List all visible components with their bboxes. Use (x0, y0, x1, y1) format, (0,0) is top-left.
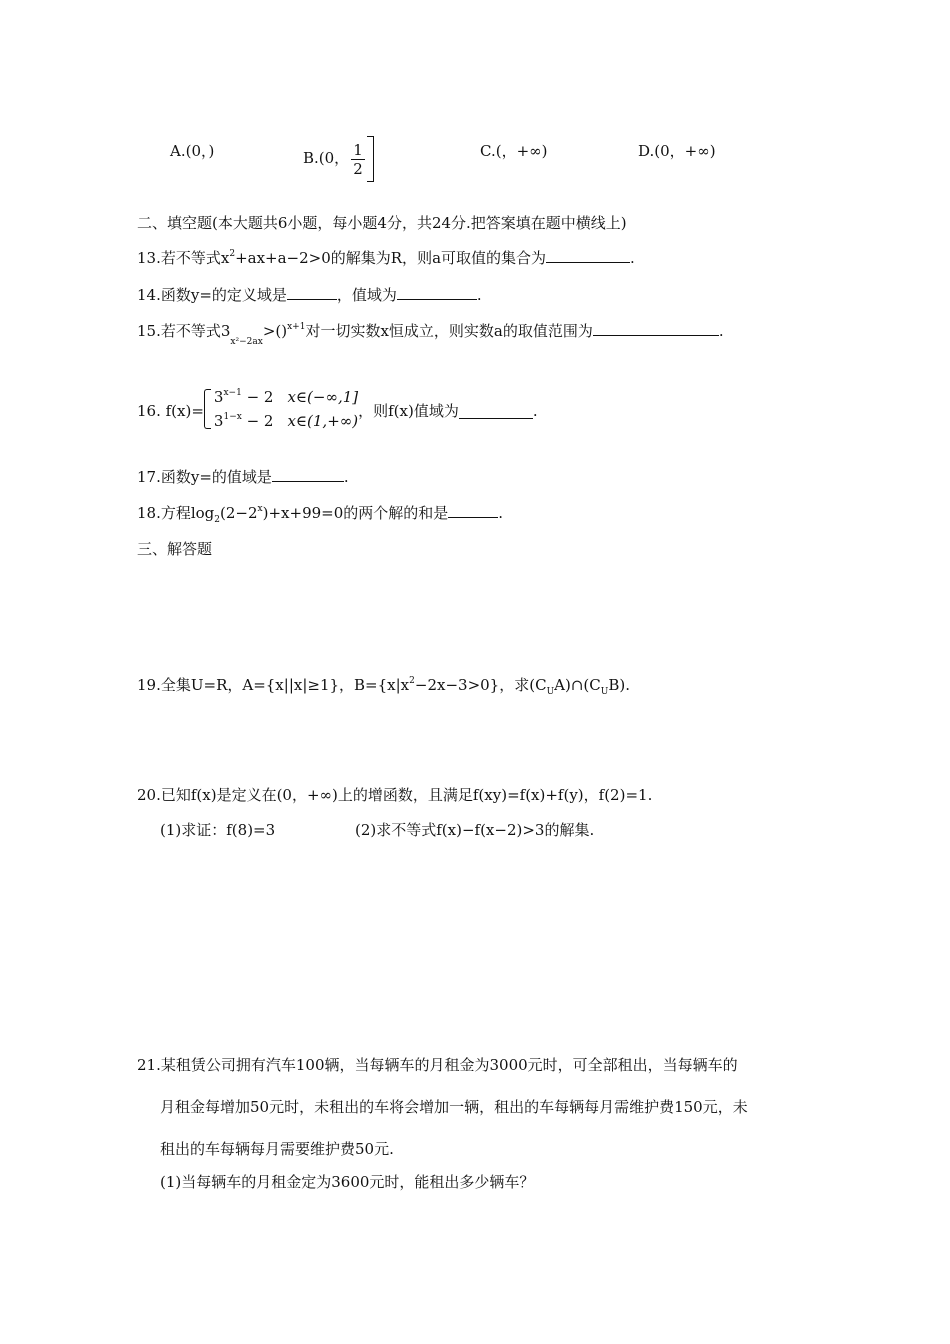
q14-text-mid: ，值域为 (336, 286, 397, 304)
question-21-part1: (1)当每辆车的月租金定为3600元时，能租出多少辆车？ (160, 1173, 535, 1191)
q13-superscript: 2 (229, 249, 236, 259)
question-19 (137, 675, 630, 698)
option-d: D.(0，+∞) (638, 142, 716, 160)
q19-text-2: −2x−3>0}，求(C (414, 676, 547, 694)
q16-case1-base: 3 (213, 388, 224, 406)
q15-text-after: 对一切实数x恒成立，则实数a的取值范围为 (305, 322, 593, 340)
q16-end: . (532, 402, 538, 420)
q19-subscript-2: U (600, 687, 609, 697)
question-17 (137, 467, 349, 487)
question-15 (137, 321, 724, 347)
option-c: C.(，+∞) (480, 142, 548, 160)
q13-text-before: 13.若不等式x (137, 249, 230, 267)
question-20-line1: 20.已知f(x)是定义在(0，+∞)上的增函数，且满足f(xy)=f(x)+f(y)，f(2)=1. (137, 786, 653, 804)
q18-text-before: 18.方程log (137, 504, 215, 522)
q18-end: . (498, 504, 504, 522)
question-21-line2: 月租金每增加50元时，未租出的车将会增加一辆，租出的车每辆每月需维护费150元，未 (160, 1098, 748, 1116)
option-a: A.(0，) (170, 142, 215, 160)
question-20-part1: (1)求证：f(8)=3 (160, 821, 276, 839)
option-b (303, 136, 374, 182)
q19-superscript: 2 (409, 676, 415, 686)
q16-case2-tail: − 2 (241, 412, 274, 430)
question-21-line1: 21.某租赁公司拥有汽车100辆，当每辆车的月租金为3000元时，可全部租出，当每辆车的 (137, 1056, 738, 1074)
q15-end: . (718, 322, 724, 340)
section3-heading: 三、解答题 (137, 540, 213, 558)
option-b-numerator: 1 (353, 140, 363, 159)
q15-exponent: x²−2ax (230, 337, 263, 347)
q17-text-before: 17.函数y=的值域是 (137, 468, 272, 486)
option-b-fraction (351, 141, 365, 178)
q14-domain-blank[interactable] (287, 285, 337, 300)
q16-case1-condition: x∈(−∞,1] (287, 388, 359, 406)
q19-subscript-1: U (546, 687, 555, 697)
q16-piecewise (204, 387, 358, 435)
q15-text-before: 15.若不等式3 (137, 322, 231, 340)
q16-case1-tail: − 2 (241, 388, 274, 406)
q17-end: . (343, 468, 349, 486)
q13-answer-blank[interactable] (546, 248, 630, 263)
q13-text-after: +ax+a−2>0的解集为R，则a可取值的集合为 (235, 249, 547, 267)
q18-text-mid: (2−2 (220, 504, 258, 522)
q16-case2-exponent: 1−x (223, 412, 242, 422)
q16-text-after: ，则f(x)值域为 (358, 402, 459, 420)
q16-case-1 (214, 387, 358, 411)
question-21-line3: 租出的车每辆每月需要维护费50元. (160, 1140, 394, 1158)
q16-case-2 (214, 411, 358, 435)
q16-case2-condition: x∈(1,+∞) (287, 412, 359, 430)
q16-case2-base: 3 (213, 412, 224, 430)
q18-superscript: x (257, 504, 263, 514)
option-b-prefix: B.(0， (303, 149, 350, 167)
q18-answer-blank[interactable] (448, 503, 498, 518)
q16-answer-blank[interactable] (459, 404, 533, 419)
q19-text-4: B). (608, 676, 630, 694)
q16-label: 16. f(x)= (137, 402, 204, 420)
q16-left-brace (204, 389, 211, 429)
section2-heading: 二、填空题(本大题共6小题，每小题4分，共24分.把答案填在题中横线上) (137, 214, 627, 232)
q14-range-blank[interactable] (397, 285, 477, 300)
q13-end: . (630, 249, 635, 267)
question-14 (137, 285, 482, 305)
question-18 (137, 503, 503, 526)
question-13 (137, 248, 635, 271)
q15-answer-blank[interactable] (593, 321, 719, 336)
q18-subscript: 2 (214, 515, 221, 525)
q15-text-mid: >() (262, 322, 288, 340)
option-b-right-bracket (367, 136, 374, 182)
q17-answer-blank[interactable] (272, 467, 344, 482)
q19-text-3: A)∩(C (554, 676, 601, 694)
q18-text-after: )+x+99=0的两个解的和是 (262, 504, 449, 522)
q14-end: . (476, 286, 482, 304)
q14-text-before: 14.函数y=的定义域是 (137, 286, 287, 304)
q16-case1-exponent: x−1 (223, 388, 242, 398)
question-16 (137, 387, 538, 435)
question-20-part2: (2)求不等式f(x)−f(x−2)>3的解集. (355, 821, 595, 839)
q15-exponent2: x+1 (287, 322, 306, 332)
option-b-denominator: 2 (353, 159, 363, 178)
q19-text-1: 19.全集U=R，A={x||x|≥1}，B={x|x (137, 676, 410, 694)
